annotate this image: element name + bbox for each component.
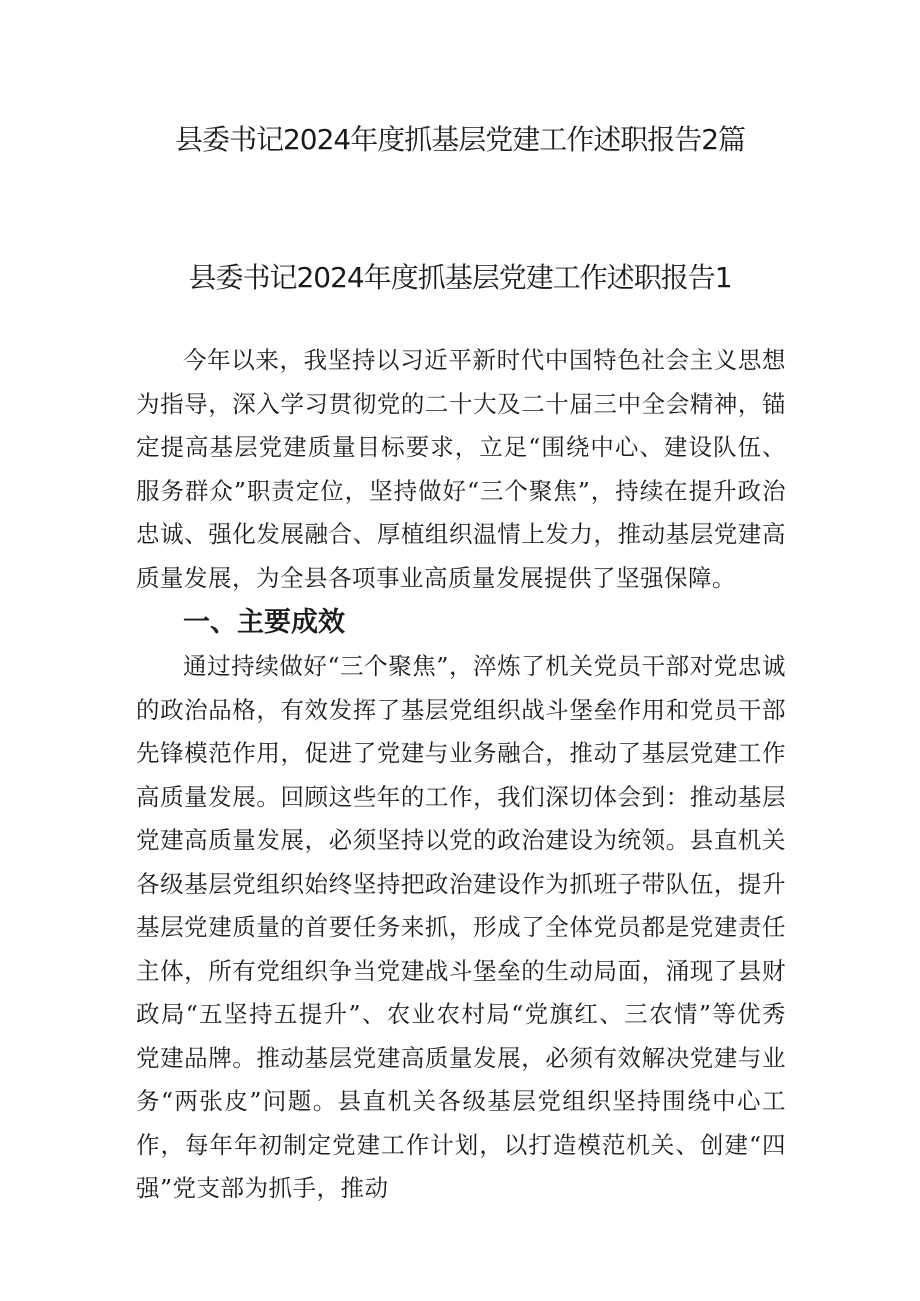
section-paragraph: 通过持续做好“三个聚焦”，淬炼了机关党员干部对党忠诚的政治品格，有效发挥了基层党组织战斗堡垒作用和党员干部先锋模范作用，促进了党建与业务融合，推动了基层党建工作高质量发展。回顾这些年的工作，我们深切体会到：推动基层党建高质量发展，必须坚持以党的政治建设为统领。县直机关各级基层党组织始终坚持把政治建设作为抓班子带队伍，提升基层党建质量的首要任务来抓，形成了全体党员都是党建责任主体，所有党组织争当党建战斗堡垒的生动局面，涌现了县财政局“五坚持五提升”、农业农村局“党旗红、三农情”等优秀党建品牌。推动基层党建高质量发展，必须有效解决党建与业务“两张皮”问题。县直机关各级基层党组织坚持围绕中心工作，每年年初制定党建工作计划，以打造模范机关、创建“四强”党支部为抓手，推动 — [136, 652, 786, 1202]
document-title: 县委书记2024年度抓基层党建工作述职报告2篇 — [174, 123, 746, 156]
section-heading: 一、主要成效 — [183, 607, 345, 638]
intro-paragraph: 今年以来，我坚持以习近平新时代中国特色社会主义思想为指导，深入学习贯彻党的二十大及二十届三中全会精神，锚定提高基层党建质量目标要求，立足“围绕中心、建设队伍、服务群众”职责定位，坚持做好“三个聚焦”，持续在提升政治忠诚、强化发展融合、厚植组织温情上发力，推动基层党建高质量发展，为全县各项事业高质量发展提供了坚强保障。 — [136, 346, 786, 592]
report-title: 县委书记2024年度抓基层党建工作述职报告1 — [188, 261, 732, 294]
